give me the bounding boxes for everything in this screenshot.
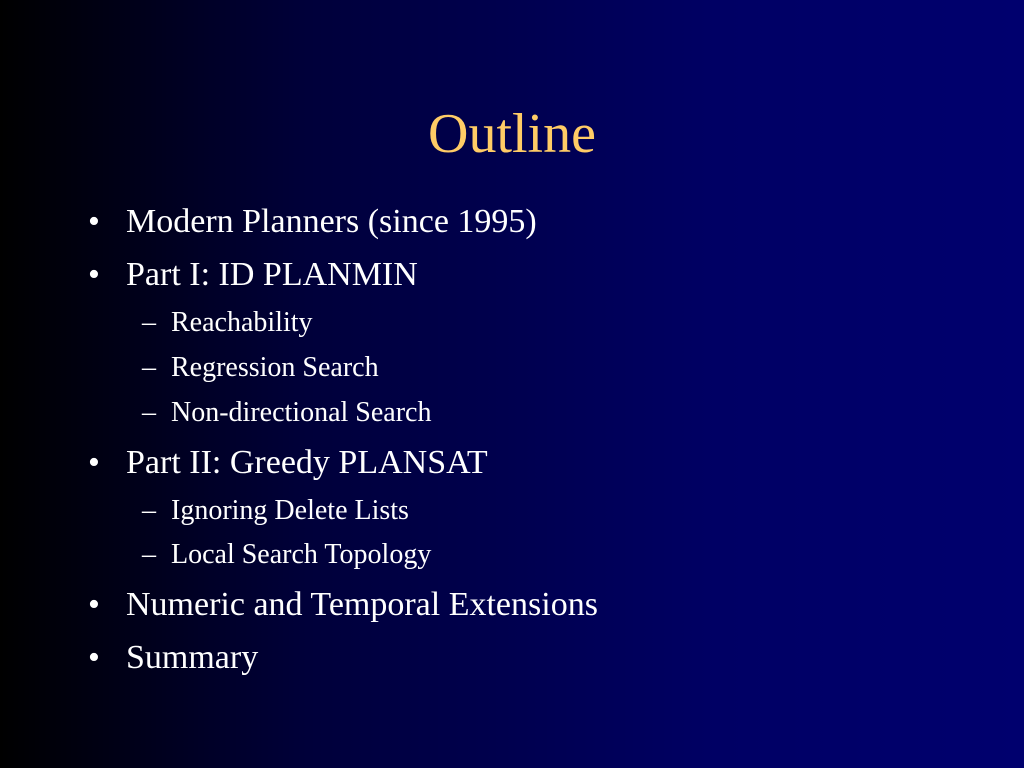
sub-bullet-text: Ignoring Delete Lists [171,495,409,526]
bullet-icon: • [88,444,100,481]
slide-title: Outline [428,103,596,165]
sub-bullet-text: Reachability [171,307,313,338]
bullet-text: Part II: Greedy PLANSAT [126,444,488,481]
bullet-text: Modern Planners (since 1995) [126,203,537,240]
dash-icon: – [142,307,156,338]
bullet-text: Numeric and Temporal Extensions [126,586,598,623]
bullet-icon: • [88,639,100,676]
bullet-text: Part I: ID PLANMIN [126,256,418,293]
sub-bullet-text: Non-directional Search [171,397,432,428]
bullet-icon: • [88,256,100,293]
sub-bullet-text: Local Search Topology [171,539,432,570]
bullet-text: Summary [126,639,259,676]
dash-icon: – [142,539,156,570]
sub-bullet-text: Regression Search [171,352,379,383]
bullet-icon: • [88,586,100,623]
bullet-icon: • [88,203,100,240]
dash-icon: – [142,495,156,526]
dash-icon: – [142,397,156,428]
dash-icon: – [142,352,156,383]
